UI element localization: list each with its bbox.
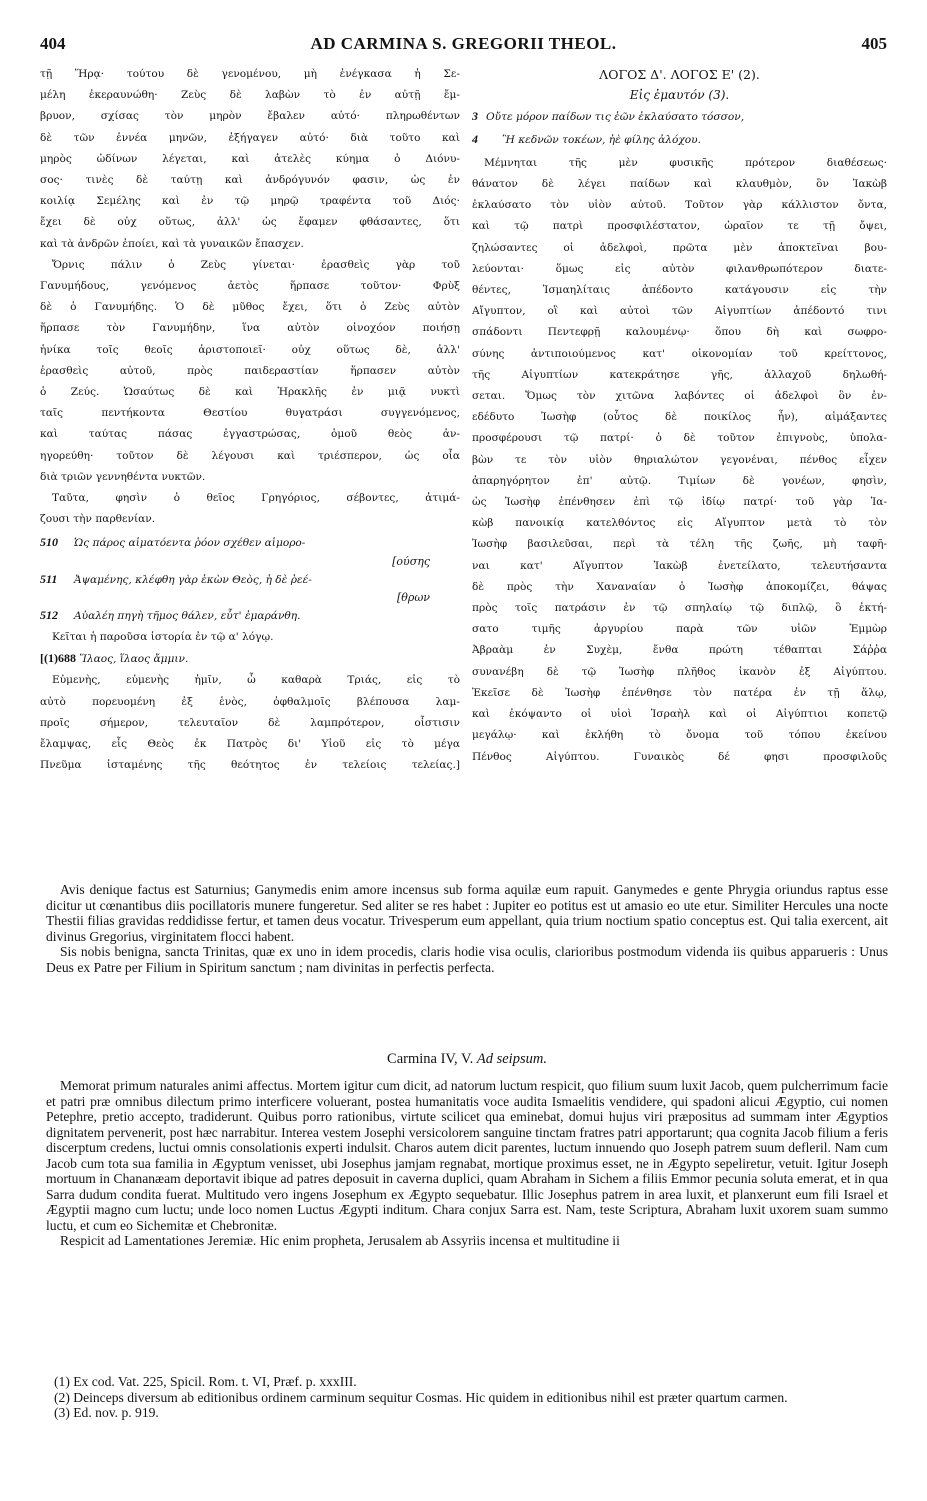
text-line: πρὸς τοῖς πατράσιν ἐν τῷ σπηλαίῳ τῷ διπλῷ, ὃ ἐκτή- (472, 602, 887, 615)
page-number-left: 404 (40, 34, 66, 53)
text-line: σος· τινὲς δὲ ταύτῃ καὶ ἀνδρόγυνόν φασιν, ὡς ἐν (40, 174, 460, 187)
text-line: ναι κατ' Αἴγυπτον Ἰακὼβ ἐνετείλατο, τελευτήσαντα (472, 559, 887, 572)
section-subtitle: Εἰς ἐμαυτόν (3). (629, 88, 730, 103)
verse-number: 512 (40, 607, 58, 622)
text-line: σεται. Ὅμως τὸν χιτῶνα λαβόντες οἱ ἀδελφοὶ ὃν ἐν- (472, 390, 887, 403)
text-line: δὲ ὁ Γανυμήδης. Ὁ δὲ μῦθος ἔχει, ὅτι ὁ Ζεὺς αὐτὸν (40, 301, 460, 314)
verse-number: 510 (40, 535, 58, 550)
text-line: Μέμνηται τῆς μὲν φυσικῆς πρότερον διαθέσεως· (484, 156, 887, 169)
text-line: συνανέβη δὲ τῷ Ἰωσὴφ πλῆθος ἱκανὸν ἐξ Αἰγύπτου. (472, 665, 887, 678)
text-line: Κεῖται ἡ παροῦσα ἱστορία ἐν τῷ α' λόγῳ. (52, 631, 274, 644)
text-line: μηρὸς ὠδίνων λέγεται, καὶ ἀτελὲς κύημα ὁ Διόνυ- (40, 152, 460, 165)
verse-line (472, 129, 887, 151)
text-line: σπάδοντι Πεντεφρῇ καλουμένῳ· ὅπου δὴ καὶ σωφρο- (472, 326, 887, 339)
latin-paragraph: Memorat primum naturales animi affectus. Mortem igitur cum dicit, ad natorum luctum respicit, quo filium suum luxit Jacob, quem pulcherrimum facie et patri præ omnibus dilectum primo interficere voluerant, postea humanitatis voce audita Ismaelitis vendidere, qui spadoni alicui Ægyptio, cui nomen Petephre, pretio accepto, tradiderunt. Quibus porro rationibus, virtute scilicet qua eminebat, domui hujus viri præpositus ad summam inter Ægyptios dignitatem pervenerit, post hæc narrabitur. Interea vestem Josephi versicolorem sanguine tinctam fratres patri apportarunt; qua cognita Jacob filium a feris discerptum credens, luctui omnis consolationis experti indulsit. Charos autem dicit parentes, luctum innuendo quo Joseph patrem suum defleril. Nam cum Jacob cum tota sua familia in Ægyptum venisset, ubi Josephus jamjam regnabat, mortique proximus esset, ne in Ægypto sepeliretur, vetuit. Igitur Joseph mortuum in Chananæam deportavit ibique ad patres deposuit in caverna duplici, quam Abraham in Sichem a filiis Emmor pecunia soluta emerat, et in qua Sarra dudum condita fuerat. Multitudo vero ingens Josephum ex Ægypto sequebatur. Illic Josephus patrem in area luxit, et planxerunt eum fili Israel et Ægyptii magno cum luctu; unde loco nomen Luctus Ægypti inditum. Chara conjux Sarra est. Nam, teste Scriptura, Abraham luxit uxorem suam summo luctu, et cum eo Sichemitæ et Chebronitæ. (46, 1078, 888, 1233)
text-line: σύνης ἀντιποιούμενος κατ' οἰκονομίαν τοῦ κρείττονος, (472, 347, 887, 360)
greek-paragraph (40, 64, 460, 255)
text-line: λεύονται· ὅμως εἰς αὐτὸν φιλανθρωπότερον διατε- (472, 262, 887, 275)
text-line: Γανυμήδους, γενόμενος ἀετὸς ἥρπασε τοῦτον· Φρὺξ (40, 280, 460, 293)
text-line: ἔλαμψας, εἷς Θεὸς ἐκ Πατρὸς δι' Υἱοῦ εἰς τὸ μέγα (40, 738, 460, 751)
text-line: Πνεῦμα ἱσταμένης τῆς θεότητος ἐν τελείοις τελείας.] (40, 759, 460, 772)
text-line: ηγορεύθη· τοῦτον δὲ λέγουσι καὶ τριέσπερον, ὡς οἷα (40, 449, 460, 462)
footnote: (3) Ed. nov. p. 919. (54, 1405, 159, 1420)
text-line: καὶ ταύτας πάσας ἐγγαστρώσας, ὁμοῦ θεὸς ἀν- (40, 428, 460, 441)
text-line: ὁ Ζεύς. Ὡσαύτως δὲ καὶ Ἡρακλῆς ἐν μιᾷ νυκτὶ (40, 386, 460, 399)
text-line: Αἴγυπτον, οἳ καὶ αὐτοὶ τῶν Αἰγυπτίων ἀπέδοντό τινι (472, 305, 887, 318)
section-title: ΛΟΓΟΣ Δ'. ΛΟΓΟΣ Ε' (2). (599, 67, 760, 82)
text-line: ὡς Ἰωσὴφ ἐπένθησεν ἐπὶ τῷ ἰδίῳ πατρί· τοῦ γὰρ Ἰα- (472, 496, 887, 509)
text-line: δὲ τῶν ἐννέα μηνῶν, ἐξήγαγεν αὐτό· διὰ τοῦτο καὶ (40, 131, 460, 144)
text-line: προῖς σήμερον, τελευταῖον δὲ λαμπρότερον, οἷστισιν (40, 716, 460, 729)
verse-text: Ὡς πάρος αἱματόεντα ῥόον σχέθεν αἱμορο- (74, 537, 306, 550)
verse-text: Ἵλαος, ἵλαος ἄμμιν. (79, 653, 189, 666)
verse-line (40, 605, 460, 627)
text-line: μεγάλῳ· καὶ ἐκλήθη τὸ ὄνομα τοῦ τόπου ἐκείνου (472, 729, 887, 742)
text-line: ἀπαρηγόρητον ἐπ' αὐτῷ. Τιμίων δὲ γονέων, φησὶν, (472, 474, 887, 487)
text-line: Πένθος Αἰγύπτου. Γυναικὸς δέ φησι προσφιλοῦς (472, 750, 887, 763)
text-line: Εὐμενὴς, εὐμενὴς ἡμῖν, ὦ καθαρὰ Τριάς, εἰς τὸ (52, 674, 460, 687)
page-number-right: 405 (861, 34, 887, 53)
text-line: θάνατον δὲ λέγει παίδων καὶ κλαυθμὸν, ὃν Ἰακὼβ (472, 178, 887, 191)
text-line: ζηλώσαντες οἱ ἀδελφοὶ, πρῶτα μὲν ἀποκτεῖναι βου- (472, 241, 887, 254)
latin-translation-block (46, 1078, 888, 1249)
footnote: (1) Ex cod. Vat. 225, Spicil. Rom. t. VI, Præf. p. xxxIII. (54, 1374, 357, 1389)
text-line: τῇ Ἥρᾳ· τούτου δὲ γενομένου, μὴ ἐνέγκασα ἡ Σε- (40, 68, 460, 80)
verse-text: Ἢ κεδνῶν τοκέων, ἠὲ φίλης ἀλόχου. (502, 133, 701, 146)
latin-paragraph: Respicit ad Lamentationes Jeremiæ. Hic enim propheta, Jerusalem ab Assyriis incensa et multitudine ii (60, 1233, 620, 1248)
page-header (40, 34, 887, 56)
verse-number: 511 (40, 571, 58, 586)
verse-overflow: [θρων (396, 590, 430, 604)
greek-paragraph (40, 255, 460, 488)
text-line: βρυον, σχίσας τὸν μηρὸν ἔβαλεν αὐτό· πληρωθέντων (40, 110, 460, 123)
text-line: ἥρπασε τὸν Γανυμήδην, ἵνα αὐτὸν οἰνοχόον ποιήσῃ (40, 322, 460, 335)
latin-paragraph: Sis nobis benigna, sancta Trinitas, quæ ex uno in idem procedis, claris hodie visa oculis, clarioribus postmodum videnda iis quibus apparueris : Unus Deus ex Patre per Filium in Spiritum sanctum ; nam divinitas in perfectis perfecta. (46, 944, 888, 975)
verse-number: 3 (472, 109, 478, 124)
text-line: σατο τιμῆς ἀργυρίου παρὰ τῶν υἱῶν Ἐμμὼρ (472, 623, 887, 636)
running-title: AD CARMINA S. GREGORII THEOL. (310, 34, 617, 53)
verse-text: Οὔτε μόρον παίδων τις ἑῶν ἐκλαύσατο τόσσον, (486, 111, 745, 124)
greek-paragraph (40, 670, 460, 776)
text-line: ἡνίκα τοῖς θεοῖς ἀριστοποιεῖ· οὐχ οὕτως δὲ, ἀλλ' (40, 343, 460, 356)
text-line: Ἐκεῖσε δὲ Ἰωσὴφ ἐπένθησε τὸν πατέρα ἐν τῇ ἅλῳ, (472, 686, 887, 699)
verse-number: [(1)688 (40, 651, 76, 666)
latin-paragraph: Avis denique factus est Saturnius; Ganymedis enim amore incensus sub forma aquilæ eum rapuit. Ganymedes e gente Phrygia oriundus raptus esse dicitur ut cœnantibus diis pocillatoris munere fungeretur. Sed aliter se res habet : Jupiter eo potitus est ut amasio eo ute etur. Similiter Hercules una nocte Thestii filias gravidas reddidisse fertur, et tamen deus vocatur. Trivesperum eum appellant, quia trium noctium spatio conceptus est. Qui talia exercent, ait divinus Gregorius, virginitatem flocci habent. (46, 882, 888, 944)
verse-number: 4 (472, 131, 478, 146)
text-line: καὶ τὰ ἀνδρῶν ἐποίει, καὶ τὰ γυναικῶν ἔπασχεν. (40, 237, 304, 250)
latin-section-heading (46, 1052, 888, 1068)
verse-text: Ἀψαμένης, κλέφθη γὰρ ἑκὼν Θεὸς, ἡ δὲ ῥεέ- (74, 573, 312, 586)
greek-column-right (472, 64, 887, 768)
text-line: Ὄρνις πάλιν ὁ Ζεὺς γίνεται· ἐρασθεὶς γὰρ τοῦ (52, 258, 460, 271)
text-line: ἐρασθεὶς αὐτοῦ, πρὸς παιδεραστίαν ἥρπασεν αὐτὸν (40, 364, 460, 377)
text-line: Ἀβραὰμ ἐν Συχὲμ, ἔνθα πρώτη τέθαπται Σάῤῥα (472, 644, 887, 657)
footnote: (2) Deinceps diversum ab editionibus ordinem carminum sequitur Cosmas. Hic quidem in editionibus nihil est præter quartum carmen. (54, 1389, 788, 1405)
latin-translation-block (46, 882, 888, 975)
heading-prefix: Carmina IV, V. (387, 1051, 474, 1067)
text-line: κὼβ πανοικίᾳ κατελθόντος εἰς Αἴγυπτον μετὰ τὸ τὸν (472, 517, 887, 530)
text-line: Ταῦτα, φησὶν ὁ θεῖος Γρηγόριος, σέβοντες, ἀτιμά- (52, 492, 460, 505)
text-line: τῆς Αἰγυπτίων κατεκράτησε γῆς, ἀλλαχοῦ δηλωθή- (472, 368, 887, 381)
latin-heading-block (46, 1052, 888, 1068)
verse-line (40, 569, 460, 591)
text-line: εδέδυτο Ἰωσὴφ (οὗτος δὲ ποικίλος ἦν), αἱμάξαντες (472, 411, 887, 424)
greek-column-left (40, 64, 460, 777)
text-line: Ἰωσὴφ βασιλεῦσαι, περὶ τὰ τέλη τῆς ζωῆς, μὴ ταφῆ- (472, 538, 887, 551)
text-line: βὼν τε τὸν υἱὸν θηριαλώτον γεγονέναι, πένθος εἶχεν (472, 453, 887, 466)
greek-paragraph (472, 153, 887, 768)
heading-title: Ad seipsum. (476, 1051, 547, 1067)
verse-text: Αὐαλέη πηγὴ τῆμος θάλεν, εὖτ' ἐμαράνθη. (74, 609, 301, 622)
text-line: ταῖς πεντήκοντα Θεστίου θυγατράσι συγγενόμενος, (40, 407, 460, 420)
text-line: καὶ τῷ πατρὶ προσφιλέστατον, ὡραῖον τε τῇ ὄψει, (472, 220, 887, 233)
verse-line (40, 648, 460, 670)
verse-block (40, 532, 460, 627)
text-line: ζουσι τὴν παρθενίαν. (40, 513, 156, 526)
text-line: διὰ τριῶν γεννηθέντα νυκτῶν. (40, 470, 206, 483)
text-line: αὐτὸ πορευομένη ἐξ ἑνὸς, ὀφθαλμοῖς βλέπουσα λαμ- (40, 695, 460, 708)
text-line: προσφέρουσι τῷ πατρί· ὁ δὲ τοῦτον ἐπιγνοὺς, ὑπολα- (472, 432, 887, 445)
text-line: κοιλίᾳ Σεμέλης καὶ ἐν τῷ μηρῷ τραφέντα τοῦ Διός· (40, 195, 460, 208)
text-line: ἐκλαύσατο τὸν υἱὸν αὐτοῦ. Τοῦτον γὰρ κάλλιστον ὄντα, (472, 199, 887, 212)
text-line: ἔχει δὲ οὐχ οὕτως, ἀλλ' ὡς ἔφαμεν φθάσαντες, ὅτι (40, 216, 460, 229)
text-line: καὶ ἐκόψαντο οἱ υἱοὶ Ἰσραὴλ καὶ οἱ Αἰγύπτιοι κοπετῷ (472, 708, 887, 721)
text-line: μέλη ἐκεραυνώθη· Ζεὺς δὲ λαβὼν τὸ ἐν αὐτῇ ἔμ- (40, 89, 460, 102)
text-line: δὲ πρὸς τὴν Χαναναίαν ὁ Ἰωσὴφ ἀποκομίζει, θάψας (472, 580, 887, 593)
verse-line (472, 106, 887, 128)
verse-line (40, 532, 460, 554)
text-line: θέντες, Ἰσμαηλίταις ἀπέδοντο κατάγουσιν εἰς τὴν (472, 284, 887, 297)
footnotes (46, 1374, 888, 1421)
greek-paragraph (40, 488, 460, 530)
verse-overflow: [ούσης (392, 554, 430, 568)
